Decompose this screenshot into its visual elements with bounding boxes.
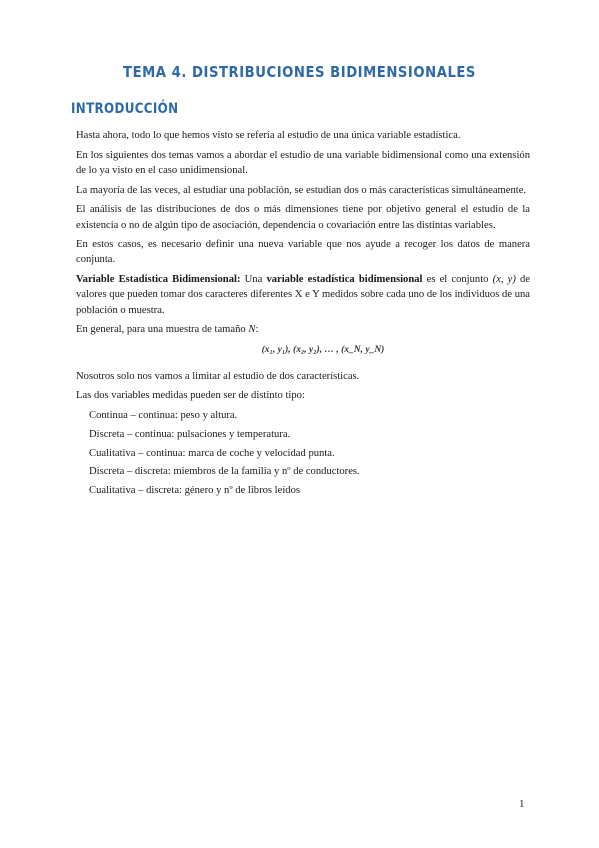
- variable-types-list: [89, 408, 530, 498]
- list-item: Discreta – discreta: miembros de la familia y nº de conductores.: [89, 466, 360, 478]
- formula: (x₁, y₁), (x₂, y₂), … , (x_N, y_N): [261, 345, 385, 356]
- definition-term: Variable Estadística Bidimensional:: [76, 274, 241, 286]
- page-number: 1: [519, 798, 525, 810]
- document-body: [76, 128, 530, 502]
- list-item: Cualitativa – discreta: género y nº de libros leídos: [89, 485, 300, 497]
- paragraph: Las dos variables medidas pueden ser de distinto tipo:: [76, 390, 305, 402]
- list-item: Continua – continua: peso y altura.: [89, 410, 238, 422]
- list-item: Discreta – continua: pulsaciones y temperatura.: [89, 428, 291, 440]
- list-item: Cualitativa – continua: marca de coche y velocidad punta.: [89, 447, 335, 459]
- definition-paragraph: [76, 272, 530, 318]
- paragraph: En estos casos, es necesario definir una nueva variable que nos ayude a recoger los datos de manera conjunta.: [76, 239, 530, 266]
- definition-bold-term: variable estadística bidimensional: [266, 274, 423, 286]
- sample-size-symbol: N: [248, 324, 256, 336]
- paragraph: En los siguientes dos temas vamos a abordar el estudio de una variable bidimensional como una extensión de lo ya visto en el caso unidimensional.: [76, 149, 530, 176]
- paragraph: El análisis de las distribuciones de dos o más dimensiones tiene por objetivo general el estudio de la existencia o no de algún tipo de asociación, dependencia o covariación entre las distintas variables.: [76, 204, 530, 231]
- paragraph: La mayoría de las veces, al estudiar una población, se estudian dos o más características simultáneamente.: [76, 184, 527, 196]
- sample-line: En general, para una muestra de tamaño N:: [76, 324, 259, 336]
- section-heading: INTRODUCCIÓN: [71, 101, 179, 117]
- paragraph: Nosotros solo nos vamos a limitar al estudio de dos características.: [76, 370, 360, 382]
- definition-pair: (x, y): [492, 274, 516, 286]
- paragraph: Hasta ahora, todo lo que hemos visto se refería al estudio de una única variable estadística.: [76, 130, 461, 141]
- definition-text: Una: [240, 274, 267, 286]
- definition-text: es el conjunto: [422, 274, 493, 286]
- page-title: TEMA 4. DISTRIBUCIONES BIDIMENSIONALES: [123, 63, 476, 81]
- definition-text: de valores que pueden tomar dos caracteres diferentes X e Y medidos sobre cada uno de los individuos de una población o muestra.: [76, 274, 531, 316]
